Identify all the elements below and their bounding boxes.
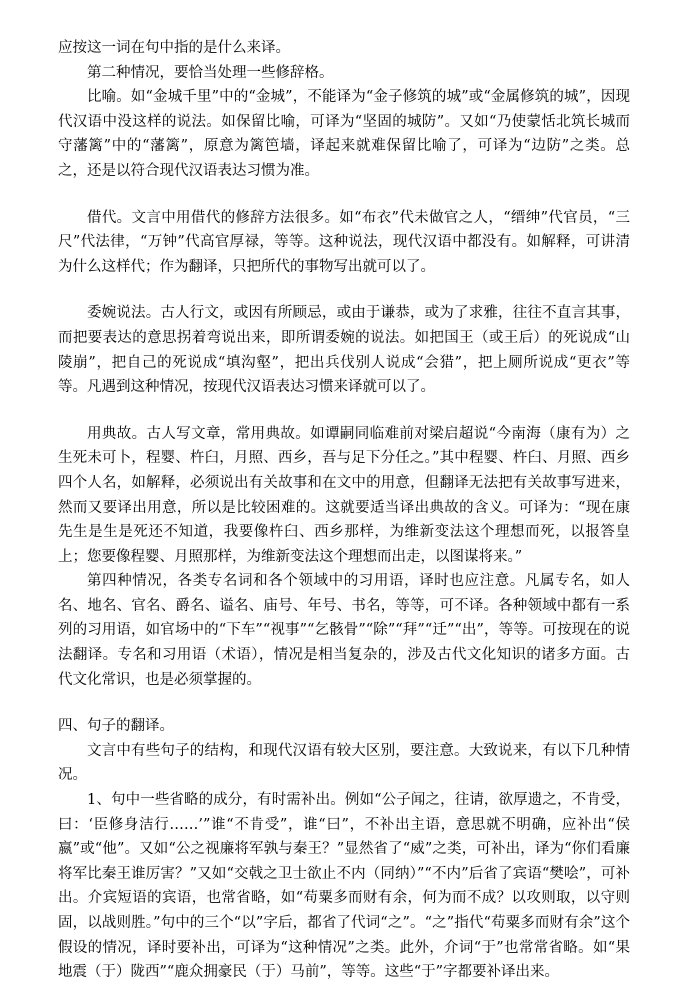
paragraph-second-case: 第二种情况，要恰当处理一些修辞格。: [87, 64, 334, 81]
paragraph-continuation: 应按这一词在句中指的是什么来译。: [58, 40, 290, 56]
paragraph-omission: 1、句中一些省略的成分，有时需补出。例如“公子闻之，往请，欲厚遗之，不肯受，曰：‘臣修身洁行……’”谁“不肯受”，谁“曰”，不补出主语，意思就不明确，应补出“侯嬴”或“他”。又如“公之视廉将军孰与秦王？”显然省了“威”之类，可补出，译为“你们看廉将军比秦王谁厉害？”又如“交戟之卫士欲止不内（同纳）”“不内”后省了宾语“樊哙”，可补出。介宾短语的宾语，也常省略，如“苟粟多而财有余，何为而不成？以攻则取，以守则固，以战则胜。”句中的三个“以”字后，都省了代词“之”。“之”指代“苟粟多而财有余”这个假设的情况，译时要补出，可译为“这种情况”之类。此外，介词“于”也常常省略。如“果地震（于）陇西”“鹿众拥豪民（于）马前”，等等。这些“于”字都要补译出来。: [58, 792, 630, 981]
section-heading: 四、句子的翻译。: [58, 718, 174, 735]
paragraph-euphemism: 委婉说法。古人行文，或因有所顾忌，或由于谦恭，或为了求雅，往往不直言其事，而把要表达的意思拐着弯说出来，即所谓委婉的说法。如把国王（或王后）的死说成“山陵崩”，把自己的死说成“填沟壑”，把出兵伐别人说成“会猎”，把上厕所说成“更衣”等等。凡遇到这种情况，按现代汉语表达习惯来译就可以了。: [58, 305, 630, 396]
paragraph-spacer: [58, 279, 630, 301]
paragraph-spacer: [58, 692, 630, 714]
paragraph-metonymy: 借代。文言中用借代的修辞方法很多。如“布衣”代未做官之人，“缙绅”代官员，“三尺”代法律，“万钟”代高官厚禄，等等。这种说法，现代汉语中都没有。如解释，可讲清为什么这样代；作为翻译，只把所代的事物写出就可以了。: [58, 209, 630, 275]
paragraph-sentence-intro: 文言中有些句子的结构，和现代汉语有较大区别，要注意。大致说来，有以下几种情况。: [58, 742, 630, 784]
paragraph-spacer: [58, 184, 630, 206]
paragraph-fourth-case: 第四种情况，各类专名词和各个领域中的习用语，译时也应注意。凡属专名，如人名、地名、官名、爵名、谥名、庙号、年号、书名，等等，可不译。各种领域中都有一系列的习用语，如官场中的“下车”“视事”“乞骸骨”“除”“拜”“迁”“出”，等等。可按现在的说法翻译。专名和习用语（术语），情况是相当复杂的，涉及古代文化知识的诸多方面。古代文化常识，也是必须掌握的。: [58, 573, 630, 688]
paragraph-metaphor: 比喻。如“金城千里”中的“金城”，不能译为“金子修筑的城”或“金属修筑的城”，因现代汉语中没这样的说法。如保留比喻，可译为“坚固的城防”。又如“乃使蒙恬北筑长城而守藩篱”中的“藩篱”，原意为篱笆墙，译起来就难保留比喻了，可译为“边防”之类。总之，还是以符合现代汉语表达习惯为准。: [58, 89, 630, 179]
paragraph-spacer: [58, 400, 630, 422]
paragraph-allusion: 用典故。古人写文章，常用典故。如谭嗣同临难前对梁启超说“今南海（康有为）之生死未可卜，程婴、杵臼，月照、西乡，吾与足下分任之。”其中程婴、杵臼、月照、西乡四个人名，如解释，必须说出有关故事和在文中的用意，但翻译无法把有关故事写进来，然而又要译出用意，所以是比较困难的。这就要适当译出典故的含义。可译为：“现在康先生是生是死还不知道，我要像杵臼、西乡那样，为维新变法这个理想而死，以报答皇上；您要像程婴、月照那样，为维新变法这个理想而出走，以图谋将来。”: [58, 425, 630, 565]
